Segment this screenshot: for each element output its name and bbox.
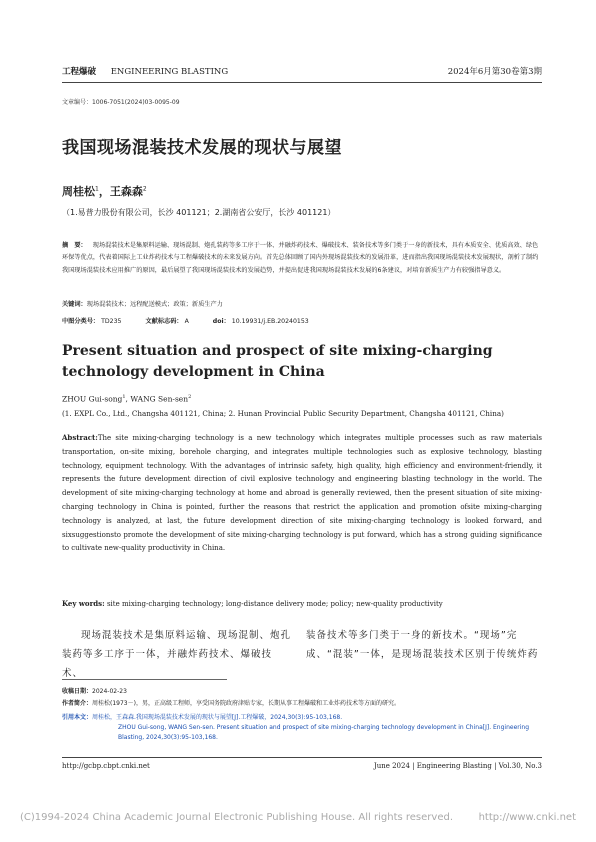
header-rule: [62, 82, 542, 83]
received-date: 2024-02-23: [92, 688, 127, 695]
affiliation-en: (1. EXPL Co., Ltd., Changsha 401121, China; 2. Hunan Provincial Public Security Department, Changsha 401121, China): [62, 409, 504, 418]
abstract-cn-text: 现场混装技术是集原料运输、现场混制、炮孔装药等多工序于一体、并融炸药技术、爆破技术、装备技术等多门类于一身的新技术，具有本质安全、优质高效、绿色环保等优点，代表着国际上工业炸药技术与工程爆破技术的未来发展方向。首先总体回顾了国内外现场混装技术的发展沿革，进而指出我国现场混装技术发展现状，剖析了制约我国现场混装技术应用推广的原因，最后展望了我国现场混装技术的发展趋势，并提出促进我国现场混装技术发展的6条建议，对培育新质生产力有较强指导意义。: [62, 242, 539, 274]
title-cn: 我国现场混装技术发展的现状与展望: [62, 138, 342, 158]
keywords-en: [62, 599, 542, 608]
authors-cn: [62, 183, 147, 199]
author-2-en-sup: 2: [188, 394, 192, 400]
doi-value[interactable]: 10.19931/j.EB.20240153: [231, 318, 309, 325]
cnki-url[interactable]: http://www.cnki.net: [478, 812, 576, 823]
keywords-cn: [62, 299, 542, 308]
footnote-author-bio: [62, 698, 542, 707]
keywords-en-label: Key words:: [62, 599, 105, 608]
authors-en: [62, 394, 191, 404]
clc-value: TD235: [101, 318, 122, 325]
header-issue: 2024年6月第30卷第3期: [447, 67, 542, 77]
doi-label: doi：: [212, 318, 230, 325]
body-text-left-column: 现场混装技术是集原料运输、现场混制、炮孔装药等多工序于一体，并融炸药技术、爆破技术、: [62, 630, 292, 679]
author-1-sup: 1: [95, 185, 99, 193]
doc-code-value: A: [184, 318, 189, 325]
citation-label: 引用本文：: [62, 714, 93, 721]
footer-rule: [62, 757, 542, 758]
copyright-text: (C)1994-2024 China Academic Journal Electronic Publishing House. All rights reserved.: [20, 812, 453, 823]
journal-name-cn: 工程爆破: [62, 67, 97, 77]
citation: [62, 713, 542, 743]
running-header: [62, 65, 542, 79]
author-1-en-sup: 1: [122, 394, 126, 400]
doi-group: [213, 318, 309, 325]
author-en-sep: ,: [125, 394, 131, 404]
abstract-cn-label: 摘 要：: [62, 242, 87, 249]
body-text-right-column: 装备技术等多门类于一身的新技术。“现场”完成、“混装”一体，是现场混装技术区别于传统炸药: [306, 630, 539, 660]
author-2-cn: 王森森: [109, 185, 143, 198]
doc-code-label: 文献标志码：: [145, 318, 183, 325]
classification-line: [62, 316, 542, 325]
author-2-sup: 2: [142, 185, 147, 193]
footer-url[interactable]: http://gcbp.cbpt.cnki.net: [62, 762, 150, 770]
abstract-cn: [62, 240, 542, 277]
affiliation-cn: （1.易普力股份有限公司，长沙 401121；2.湖南省公安厅，长沙 401121）: [62, 208, 336, 217]
header-journal: [62, 65, 228, 77]
abstract-en-text: The site mixing-charging technology is a new technology which integrates multiple processes such as raw materials transportation, on-site mixing, borehole charging, and integrates multiple technologies such as explosive technology, blasting technology, equipment technology. With the advantages of intrinsic safety, high quality, high efficiency and environment-friendly, it represents the future development direction of civil explosive technology and engineering blasting technology in the world. The development of site mixing-charging technology at home and abroad is generally reviewed, then the present situation of site mixing-charging technology in China is pointed, further the reasons that restrict the application and promotion ofsite mixing-charging technology is analyzed, at last, the future development direction of site mixing-charging technology is looked forward, and sixsuggestionsto promote the development of site mixing-charging technology is put forward, which has a strong guiding significance to cultivate new-quality productivity in China.: [62, 434, 542, 553]
title-en: Present situation and prospect of site mixing-charging technology development in China: [62, 343, 493, 380]
clc-label: 中图分类号：: [62, 318, 100, 325]
footnote-received: [62, 686, 542, 695]
author-1-cn: 周桂松: [62, 185, 95, 198]
citation-cn: 周桂松，王森森.我国现场混装技术发展的现状与展望[J].工程爆破，2024,30(3):95-103,168.: [92, 714, 343, 721]
footnote-rule: [62, 679, 227, 680]
author-sep: ，: [98, 185, 110, 198]
abstract-en: [62, 431, 542, 556]
article-number: 文章编号：1006-7051(2024)03-0095-09: [62, 99, 180, 106]
received-label: 收稿日期：: [62, 688, 93, 695]
keywords-cn-text: 现场混装技术；远程配送模式；政策；新质生产力: [86, 301, 223, 308]
footer-issue-info: June 2024 | Engineering Blasting | Vol.30, No.3: [373, 762, 542, 770]
author-bio-label: 作者简介：: [62, 700, 93, 707]
author-2-en: WANG Sen-sen: [130, 394, 189, 404]
doc-code-group: [145, 318, 188, 325]
abstract-en-label: Abstract:: [62, 433, 98, 442]
author-1-en: ZHOU Gui-song: [62, 394, 123, 404]
keywords-en-text: site mixing-charging technology; long-distance delivery mode; policy; new-quality productivity: [106, 600, 443, 608]
journal-name-en: ENGINEERING BLASTING: [110, 67, 229, 77]
author-bio-text: 周桂松(1973－)，男，正高级工程师，享受国务院政府津贴专家，长期从事工程爆破和工业炸药技术等方面的研究。: [92, 700, 400, 707]
clc-group: [62, 318, 121, 325]
keywords-cn-label: 关键词：: [62, 301, 87, 308]
citation-en: ZHOU Gui-song, WANG Sen-sen. Present situation and prospect of site mixing-charging technology development in China[J]. Engineering Blasting, 2024,30(3):95-103,168.: [118, 724, 530, 741]
